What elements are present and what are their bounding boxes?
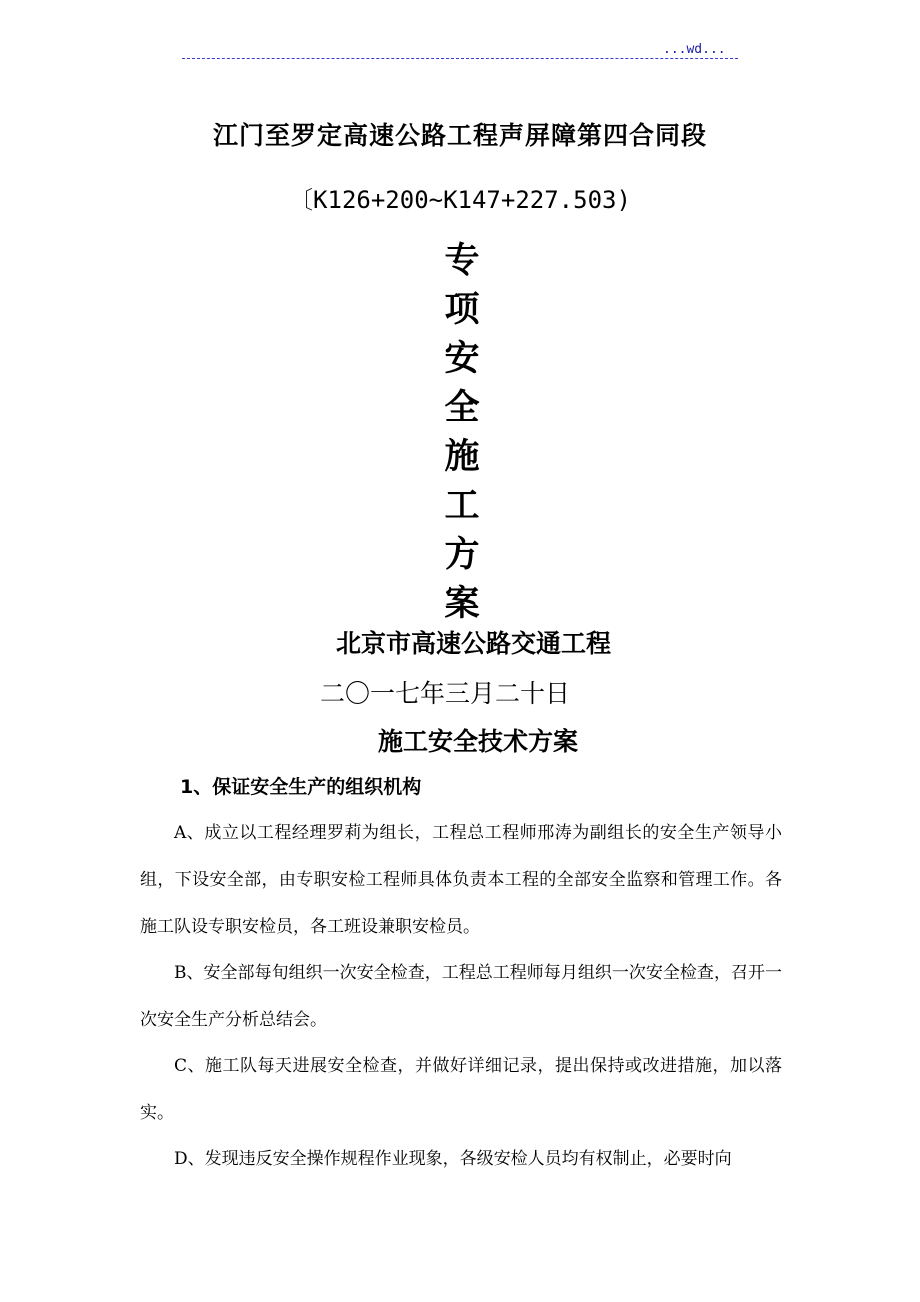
vertical-title-char: 安 xyxy=(444,338,480,379)
vertical-title-char: 方 xyxy=(444,534,480,575)
paragraph-b: B、安全部每旬组织一次安全检查，工程总工程师每月组织一次安全检查，召开一次安全生产分析总结会。 xyxy=(140,963,782,1030)
vertical-plan-title xyxy=(440,236,484,628)
vertical-title-char: 项 xyxy=(444,289,480,330)
document-heading: 施工安全技术方案 xyxy=(378,727,579,756)
vertical-title-char: 全 xyxy=(444,387,480,428)
vertical-title-char: 案 xyxy=(444,583,480,624)
document-date: 二〇一七年三月二十日 xyxy=(320,679,571,708)
paragraph-a: A、成立以工程经理罗莉为组长，工程总工程师邢涛为副组长的安全生产领导小组，下设安全部，由专职安检工程师具体负责本工程的全部安全监察和管理工作。各施工队设专职安检员，各工班设兼职安检员。 xyxy=(140,823,782,937)
vertical-title-char: 施 xyxy=(444,436,480,477)
paragraph-c: C、施工队每天进展安全检查，并做好详细记录，提出保持或改进措施，加以落实。 xyxy=(140,1056,782,1123)
company-name: 北京市高速公路交通工程 xyxy=(336,629,612,658)
vertical-title-char: 工 xyxy=(444,485,480,526)
mileage-range: 〔K126+200~K147+227.503) xyxy=(289,186,631,214)
header-divider xyxy=(182,58,738,59)
section-heading: 1、保证安全生产的组织机构 xyxy=(180,776,422,798)
paragraph-d: D、发现违反安全操作规程作业现象，各级安检人员均有权制止，必要时向 xyxy=(174,1149,732,1169)
project-title: 江门至罗定高速公路工程声屏障第四合同段 xyxy=(212,121,707,150)
vertical-title-char: 专 xyxy=(444,240,480,281)
header-mark: ...wd... xyxy=(663,42,726,57)
